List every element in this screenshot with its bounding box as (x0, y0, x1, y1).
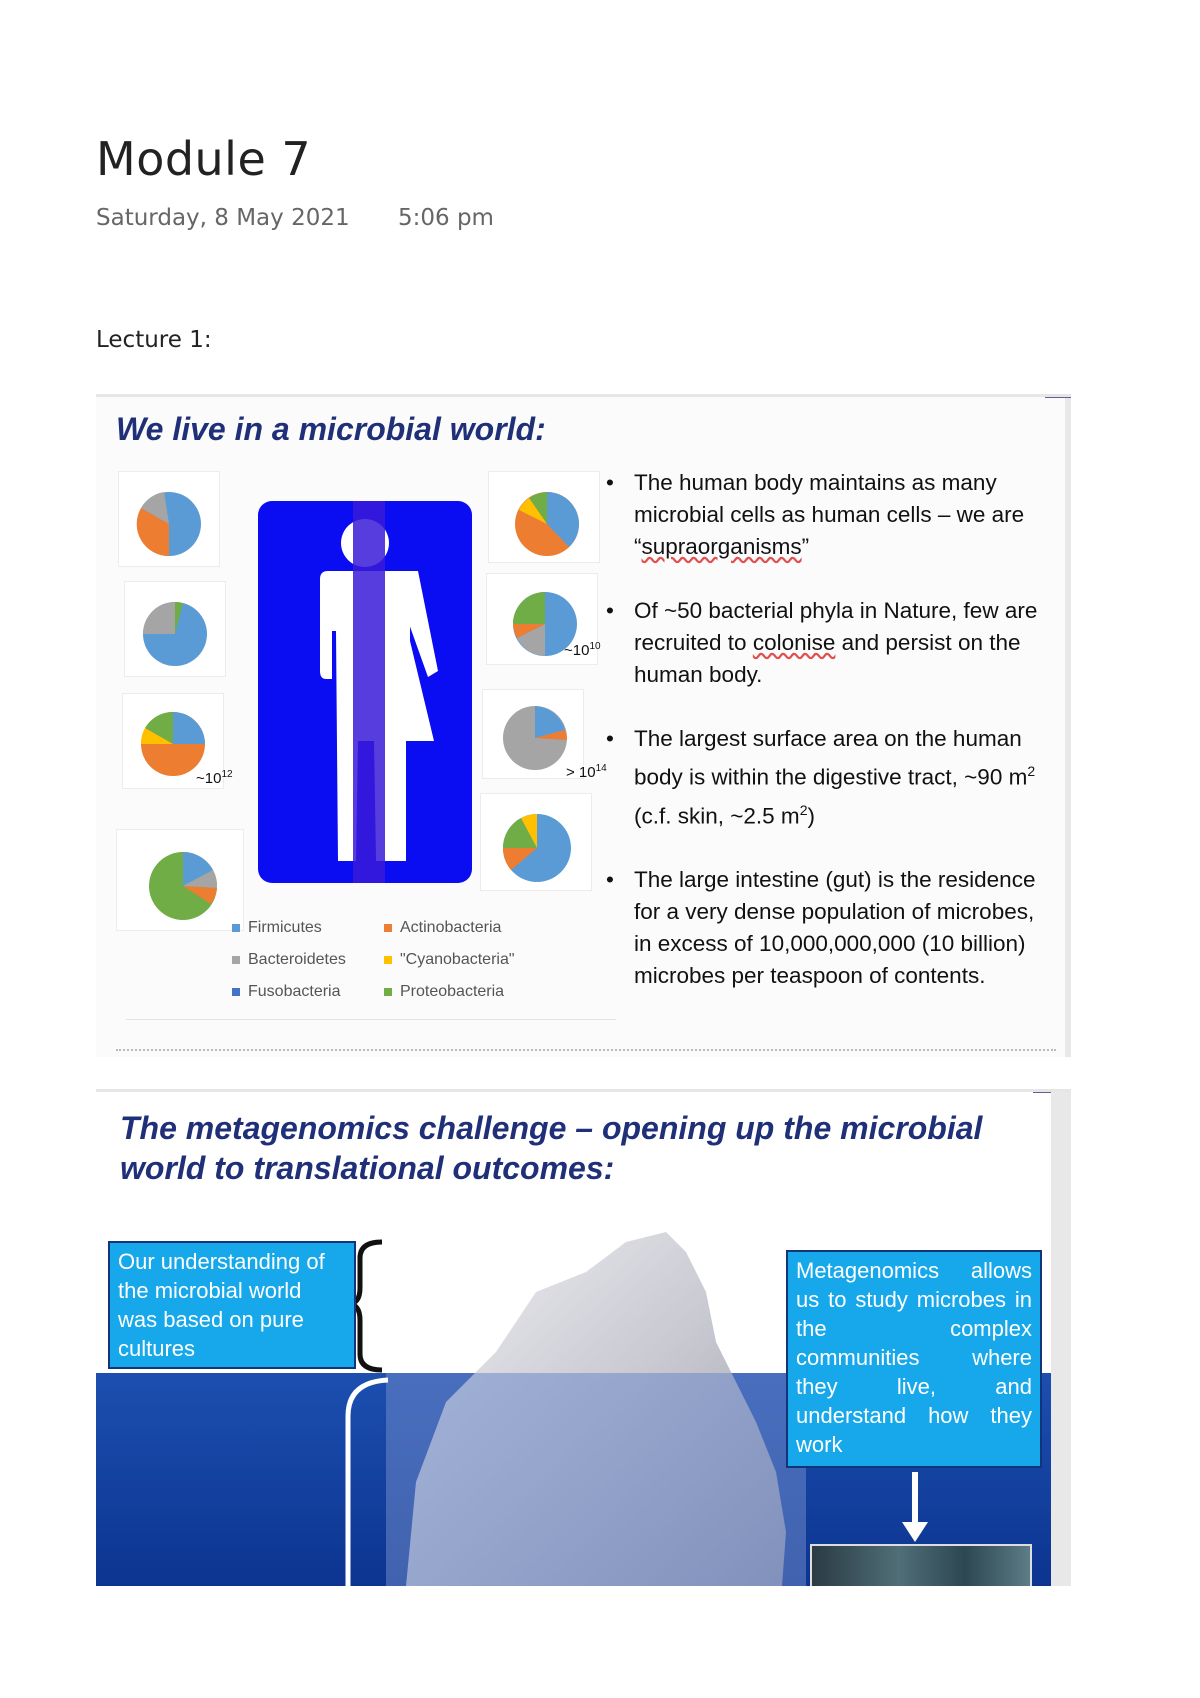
pie-chart-icon (117, 830, 243, 930)
cropped-footnote-line (116, 1049, 1056, 1055)
slide-edge (1051, 1092, 1071, 1586)
bullet-item: • The large intestine (gut) is the residence for a very dense population of microbes, in excess of 10,000,000,000 (10 billion) microbes per teaspoon of contents. (606, 864, 1056, 992)
bowel-count-label: > $10^{14}$ (566, 763, 607, 781)
pie-chart-icon (119, 472, 219, 566)
legend-item: Proteobacteria (384, 983, 504, 1001)
page-title: Module 7 (96, 132, 312, 186)
metagenomics-callout: Metagenomics allows us to study microbes in the complex communities where they live, and understand how they work (786, 1250, 1042, 1468)
human-body-figure (258, 501, 472, 883)
legend-item: Actinobacteria (384, 919, 501, 937)
pie-card-ear (118, 471, 220, 567)
person-silhouette-icon (258, 501, 472, 883)
legend-item: "Cyanobacteria" (384, 951, 515, 969)
pure-cultures-callout: Our understanding of the microbial world was based on pure cultures (108, 1241, 356, 1369)
pie-chart-icon (481, 794, 591, 890)
page-time: 5:06 pm (398, 205, 494, 231)
bracket-icon (328, 1376, 398, 1586)
pie-card-penis (116, 829, 244, 931)
bullet-list (606, 467, 1056, 992)
slide2-title: The metagenomics challenge – opening up the microbial world to translational outcomes: (120, 1110, 983, 1186)
microbe-image (810, 1544, 1032, 1586)
bullet-item: • Of ~50 bacterial phyla in Nature, few are recruited to colonise and persist on the human body. (606, 595, 1056, 691)
bullet-item: • The largest surface area on the human body is within the digestive tract, ~90 $m^2$ (c.f. skin, ~2.5 $m^2$) (606, 723, 1056, 832)
divider (126, 1019, 616, 1020)
skin-count-label: $\sim 10^{12}$ (196, 769, 233, 787)
mouth-count-label: $\sim 10^{10}$ (564, 641, 601, 659)
slide-corner-mark (1045, 394, 1071, 398)
pie-card-nares (488, 471, 600, 563)
section-label: Lecture 1: (96, 327, 212, 353)
pie-chart-icon (489, 472, 599, 562)
bullet-item: • The human body maintains as many microbial cells as human cells – we are “supraorganisms” (606, 467, 1056, 563)
pie-card-oesophagus (124, 581, 226, 677)
slide-image-microbial-world (96, 394, 1071, 1057)
arrow-down-icon (900, 1472, 930, 1544)
slide1-title: We live in a microbial world: (116, 411, 546, 447)
pie-card-vagina (480, 793, 592, 891)
pie-chart-icon (125, 582, 225, 676)
legend-item: Fusobacteria (232, 983, 341, 1001)
legend-item: Firmicutes (232, 919, 322, 937)
page-date: Saturday, 8 May 2021 (96, 205, 350, 231)
slide-image-metagenomics (96, 1089, 1071, 1586)
legend-item: Bacteroidetes (232, 951, 346, 969)
iceberg-icon (386, 1232, 806, 1586)
